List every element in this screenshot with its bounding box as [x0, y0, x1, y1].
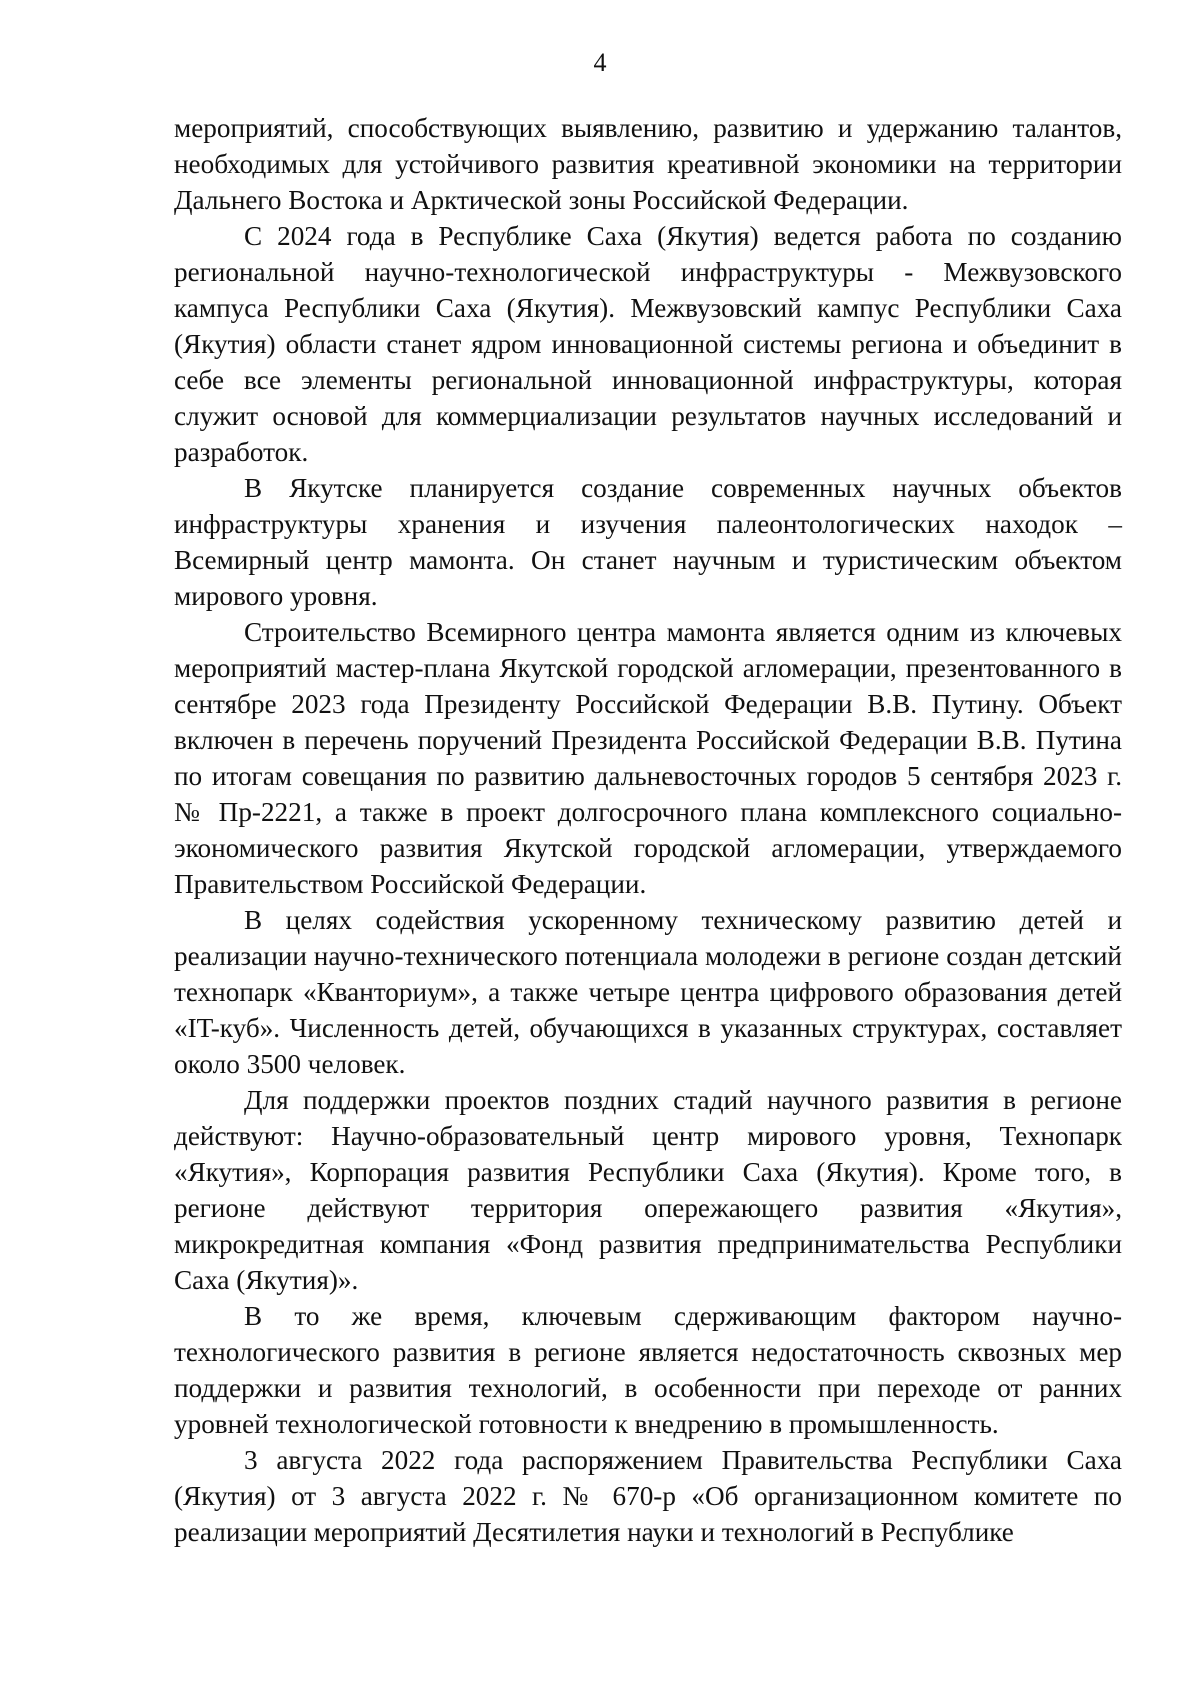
paragraph-2: С 2024 года в Республике Саха (Якутия) ведется работа по созданию региональной научно-технологической инфраструктуры - Межвузовского кампуса Республики Саха (Якутия). Межвузовский кампус Республики Саха (Якутия) области станет ядром инновационной системы региона и объединит в себе все элементы региональной инновационной инфраструктуры, которая служит основой для коммерциализации результатов научных исследований и разработок. [174, 221, 1122, 467]
paragraph-8: 3 августа 2022 года распоряжением Правительства Республики Саха (Якутия) от 3 августа 2022 г. № 670-р «Об организационном комитете по реализации мероприятий Десятилетия науки и технологий в Республике [174, 1445, 1122, 1547]
paragraph-4: Строительство Всемирного центра мамонта является одним из ключевых мероприятий мастер-плана Якутской городской агломерации, презентованного в сентябре 2023 года Президенту Российской Федерации В.В. Путину. Объект включен в перечень поручений Президента Российской Федерации В.В. Путина по итогам совещания по развитию дальневосточных городов 5 сентября 2023 г. № Пр-2221, а также в проект долгосрочного плана комплексного социально-экономического развития Якутской городской агломерации, утверждаемого Правительством Российской Федерации. [174, 617, 1122, 899]
page-number: 4 [593, 48, 607, 77]
paragraph-5: В целях содействия ускоренному техническому развитию детей и реализации научно-технического потенциала молодежи в регионе создан детский технопарк «Кванториум», а также четыре центра цифрового образования детей «IT-куб». Численность детей, обучающихся в указанных структурах, составляет около 3500 человек. [174, 905, 1122, 1079]
paragraph-1: мероприятий, способствующих выявлению, развитию и удержанию талантов, необходимых для устойчивого развития креативной экономики на территории Дальнего Востока и Арктической зоны Российской Федерации. [174, 113, 1122, 215]
paragraph-6: Для поддержки проектов поздних стадий научного развития в регионе действуют: Научно-образовательный центр мирового уровня, Технопарк «Якутия», Корпорация развития Республики Саха (Якутия). Кроме того, в регионе действуют территория опережающего развития «Якутия», микрокредитная компания «Фонд развития предпринимательства Республики Саха (Якутия)». [174, 1085, 1122, 1295]
document-body [174, 110, 1122, 1550]
paragraph-7: В то же время, ключевым сдерживающим фактором научно-технологического развития в регионе является недостаточность сквозных мер поддержки и развития технологий, в особенности при переходе от ранних уровней технологической готовности к внедрению в промышленность. [174, 1301, 1122, 1439]
paragraph-3: В Якутске планируется создание современных научных объектов инфраструктуры хранения и изучения палеонтологических находок – Всемирный центр мамонта. Он станет научным и туристическим объектом мирового уровня. [174, 473, 1122, 611]
